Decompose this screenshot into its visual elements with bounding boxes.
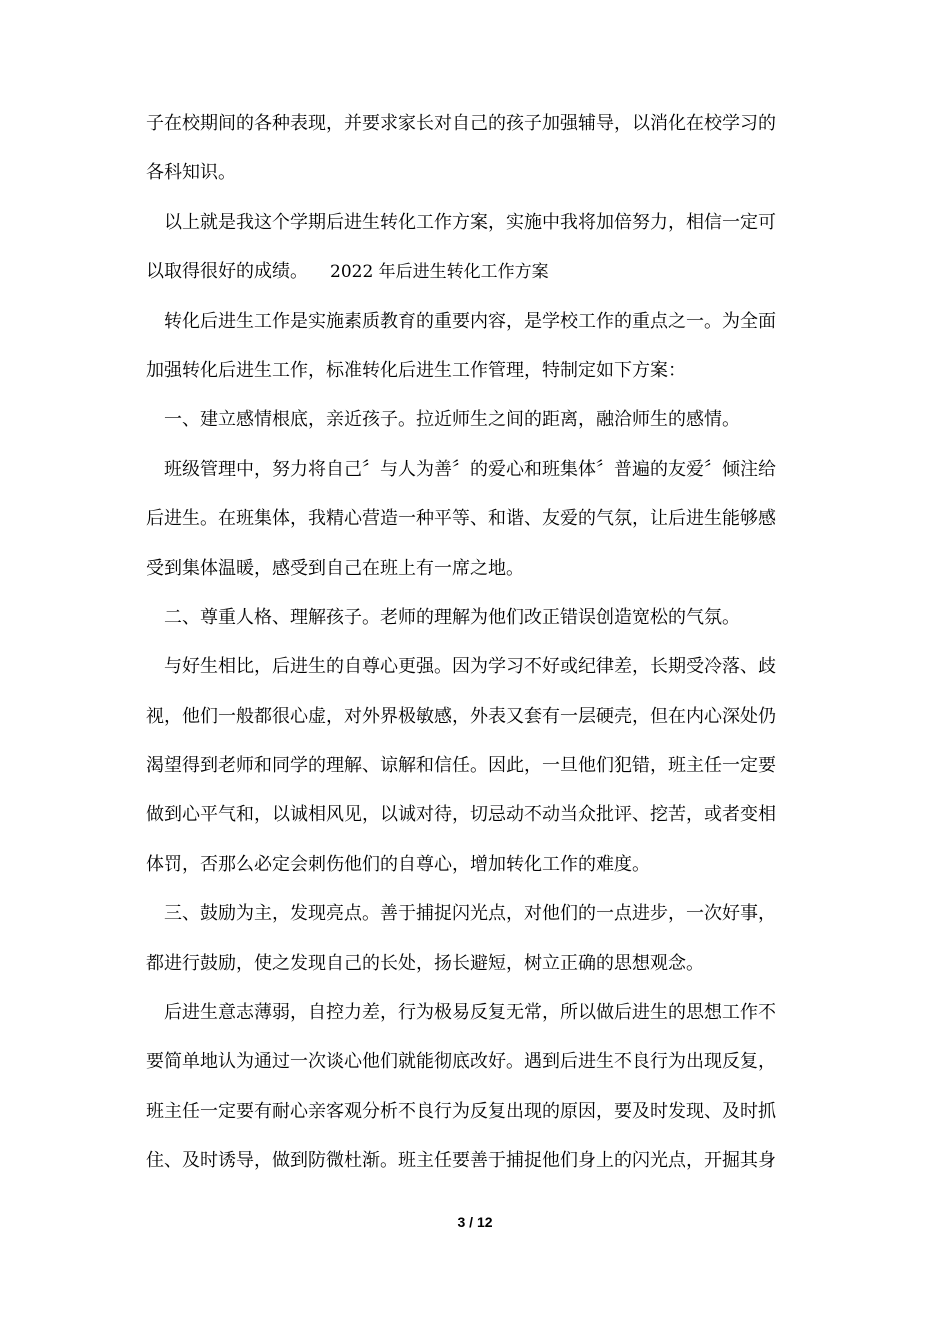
text-line: 班级管理中，努力将自己〞与人为善〞的爱心和班集体〞普遍的友爱〞倾注给 (164, 458, 776, 480)
text-line: 做到心平气和，以诚相风见，以诚对待，切忌动不动当众批评、挖苦，或者变相 (146, 804, 776, 826)
text-line: 受到集体温暖，感受到自己在班上有一席之地。 (146, 557, 524, 579)
document-body (146, 99, 820, 1186)
text-line: 后进生意志薄弱，自控力差，行为极易反复无常，所以做后进生的思想工作不 (164, 1002, 776, 1024)
text-line: 后进生。在班集体，我精心营造一种平等、和谐、友爱的气氛，让后进生能够感 (146, 508, 776, 530)
text-line: 以取得很好的成绩。 2022 年后进生转化工作方案 (146, 261, 549, 283)
text-line: 班主任一定要有耐心亲客观分析不良行为反复出现的原因，要及时发现、及时抓 (146, 1100, 776, 1122)
text-line: 要简单地认为通过一次谈心他们就能彻底改好。遇到后进生不良行为出现反复， (146, 1051, 776, 1073)
section-title: 2022 年后进生转化工作方案 (330, 262, 549, 283)
page-number: 3 / 12 (457, 1214, 493, 1230)
text-line: 与好生相比，后进生的自尊心更强。因为学习不好或纪律差，长期受冷落、歧 (164, 656, 776, 678)
text-line: 体罚，否那么必定会刺伤他们的自尊心，增加转化工作的难度。 (146, 853, 650, 875)
text-line: 都进行鼓励，使之发现自己的长处，扬长避短，树立正确的思想观念。 (146, 952, 704, 974)
text-line: 视，他们一般都很心虚，对外界极敏感，外表又套有一层硬壳，但在内心深处仍 (146, 705, 776, 727)
text-line: 以上就是我这个学期后进生转化工作方案，实施中我将加倍努力，相信一定可 (164, 211, 776, 233)
text-line: 三、鼓励为主，发现亮点。善于捕捉闪光点，对他们的一点进步，一次好事， (164, 903, 776, 925)
text-line: 各科知识。 (146, 162, 236, 184)
text-line: 住、及时诱导，做到防微杜渐。班主任要善于捕捉他们身上的闪光点，开掘其身 (146, 1150, 776, 1172)
text-line: 渴望得到老师和同学的理解、谅解和信任。因此，一旦他们犯错，班主任一定要 (146, 755, 776, 777)
text-line: 转化后进生工作是实施素质教育的重要内容，是学校工作的重点之一。为全面 (164, 310, 776, 332)
text-line: 子在校期间的各种表现，并要求家长对自己的孩子加强辅导，以消化在校学习的 (146, 113, 776, 134)
text-line: 二、尊重人格、理解孩子。老师的理解为他们改正错误创造宽松的气氛。 (164, 606, 740, 628)
text-line: 一、建立感情根底，亲近孩子。拉近师生之间的距离，融洽师生的感情。 (164, 409, 740, 431)
text-line: 加强转化后进生工作，标准转化后进生工作管理，特制定如下方案： (146, 359, 686, 381)
